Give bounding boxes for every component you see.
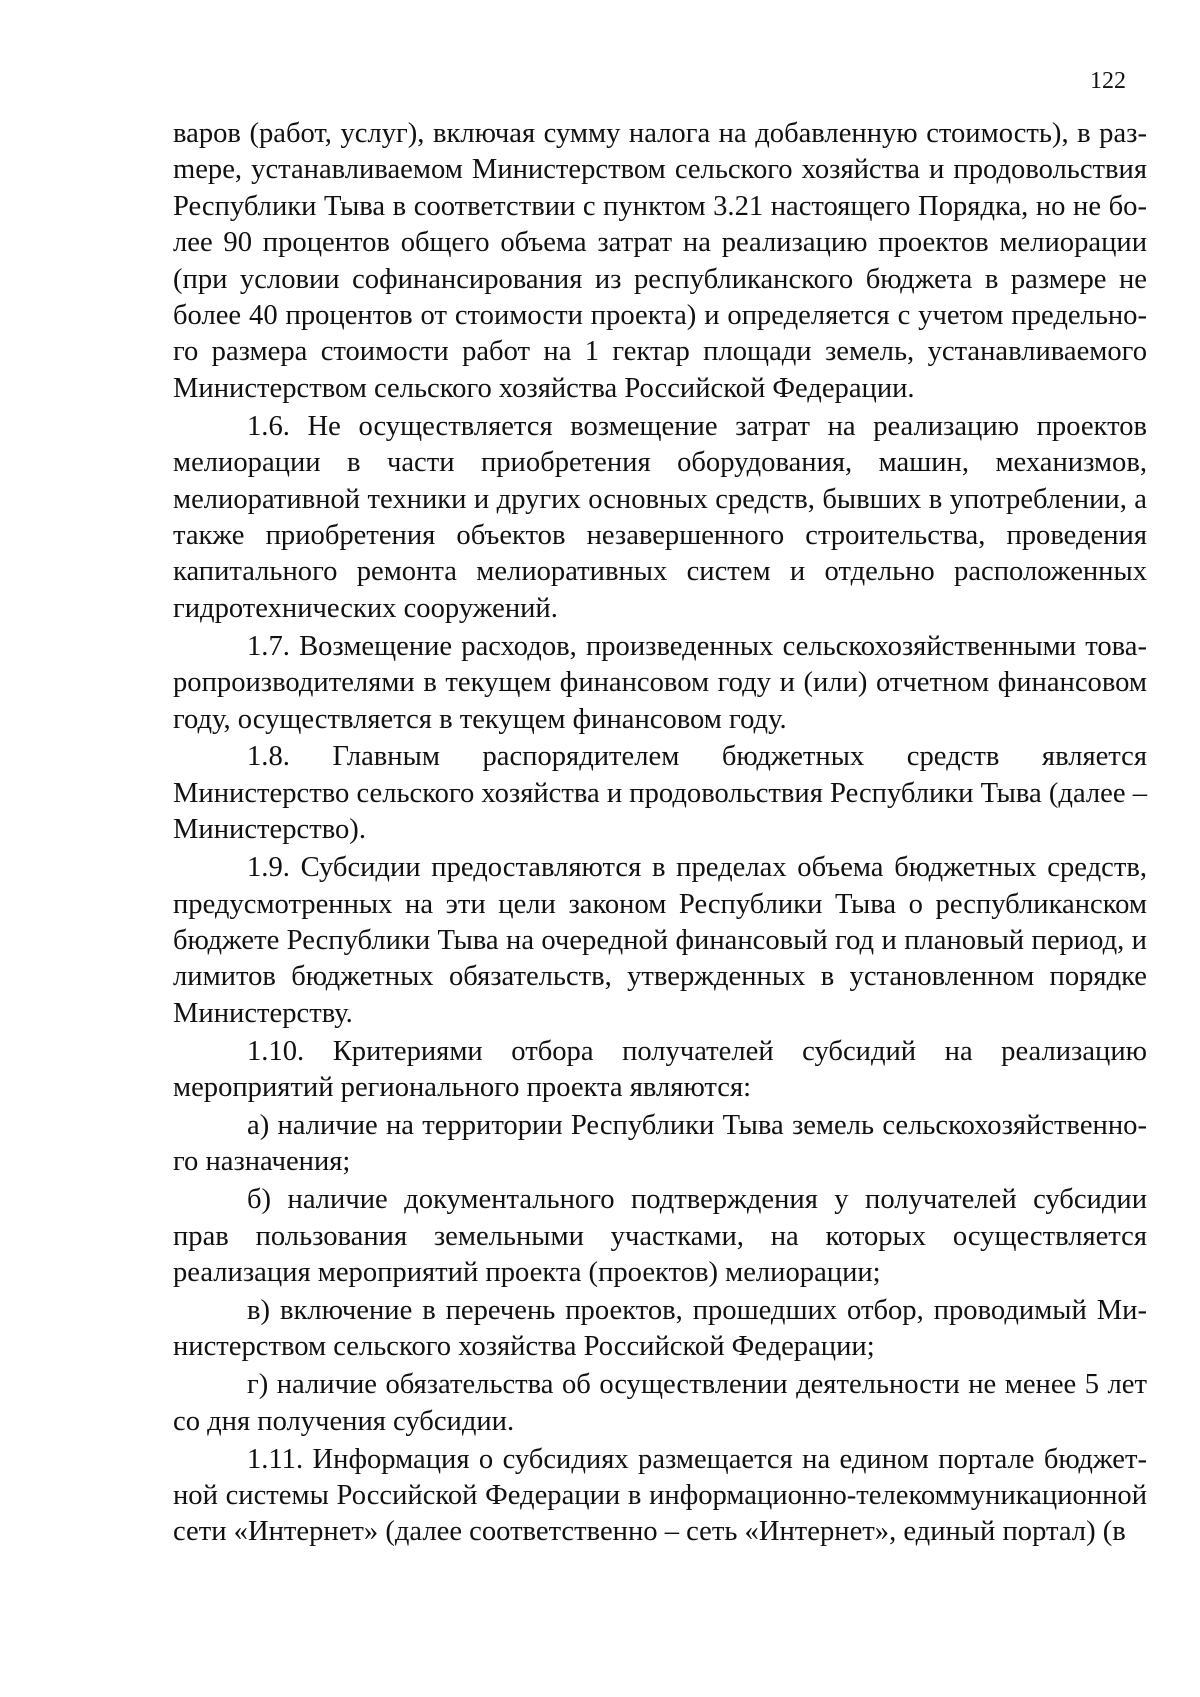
list-item-b: б) наличие документального подтверждения у получателей субсидии прав пользования земельными участками, на которых осуществляется реализация мероприятий проекта (проектов) мелиорации;: [173, 1184, 1147, 1289]
list-item-a: а) наличие на территории Республики Тыва земель сельскохозяйственного назначения;: [173, 1109, 1147, 1178]
list-item-g: г) наличие обязательства об осуществлении деятельности не менее 5 лет со дня получения субсидии.: [173, 1369, 1147, 1437]
paragraph-1-continuation: варов (работ, услуг), включая сумму налога на добавленную стоимость), в разmере, устанавливаемом Министерством сельского хозяйства и продовольствия Республики Тыва в соответствии с пунктом 3.21 настоящего Порядка, но не более 90 процентов общего объема затрат на реализацию проектов мелиорации (при условии софинансирования из республиканского бюджета в размере не более 40 процентов от стоимости проекта) и определяется с учетом предельного размера стоимости работ на 1 гектар площади земель, устанавливаемого Министерством сельского хозяйства Российской Федерации.: [173, 118, 1147, 404]
paragraph-1-8: 1.8. Главным распорядителем бюджетных средств является Министерство сельского хозяйства и продовольствия Республики Тыва (далее – Министерство).: [173, 741, 1147, 846]
paragraph-1-6: 1.6. Не осуществляется возмещение затрат на реализацию проектов мелиорации в части приобретения оборудования, машин, механизмов, мелиоративной техники и других основных средств, бывших в употреблении, а также приобретения объектов незавершенного строительства, проведения капитального ремонта мелиоративных систем и отдельно расположенных гидротехнических сооружений.: [173, 410, 1147, 624]
list-item-v: в) включение в перечень проектов, прошедших отбор, проводимый Министерством сельского хозяйства Российской Федерации;: [173, 1295, 1147, 1363]
paragraph-1-11: 1.11. Информация о субсидиях размещается на едином портале бюджетной системы Российской Федерации в информационно-телекоммуникационной сети «Интернет» (далее соответственно – сеть «Интернет», единый портал) (в: [173, 1443, 1147, 1548]
paragraph-1-10: 1.10. Критериями отбора получателей субсидий на реализацию мероприятий регионального проекта являются:: [173, 1035, 1147, 1104]
page-number: 122: [1090, 68, 1126, 94]
paragraph-1-7: 1.7. Возмещение расходов, произведенных сельскохозяйственными товаропроизводителями в текущем финансовом году и (или) отчетном финансовом году, осуществляется в текущем финансовом году.: [173, 630, 1147, 735]
paragraph-1-9: 1.9. Субсидии предоставляются в пределах объема бюджетных средств, предусмотренных на эти цели законом Республики Тыва о республиканском бюджете Республики Тыва на очередной финансовый год и плановый период, и лимитов бюджетных обязательств, утвержденных в установленном порядке Министерству.: [173, 852, 1147, 1029]
document-body: [173, 116, 1147, 1552]
